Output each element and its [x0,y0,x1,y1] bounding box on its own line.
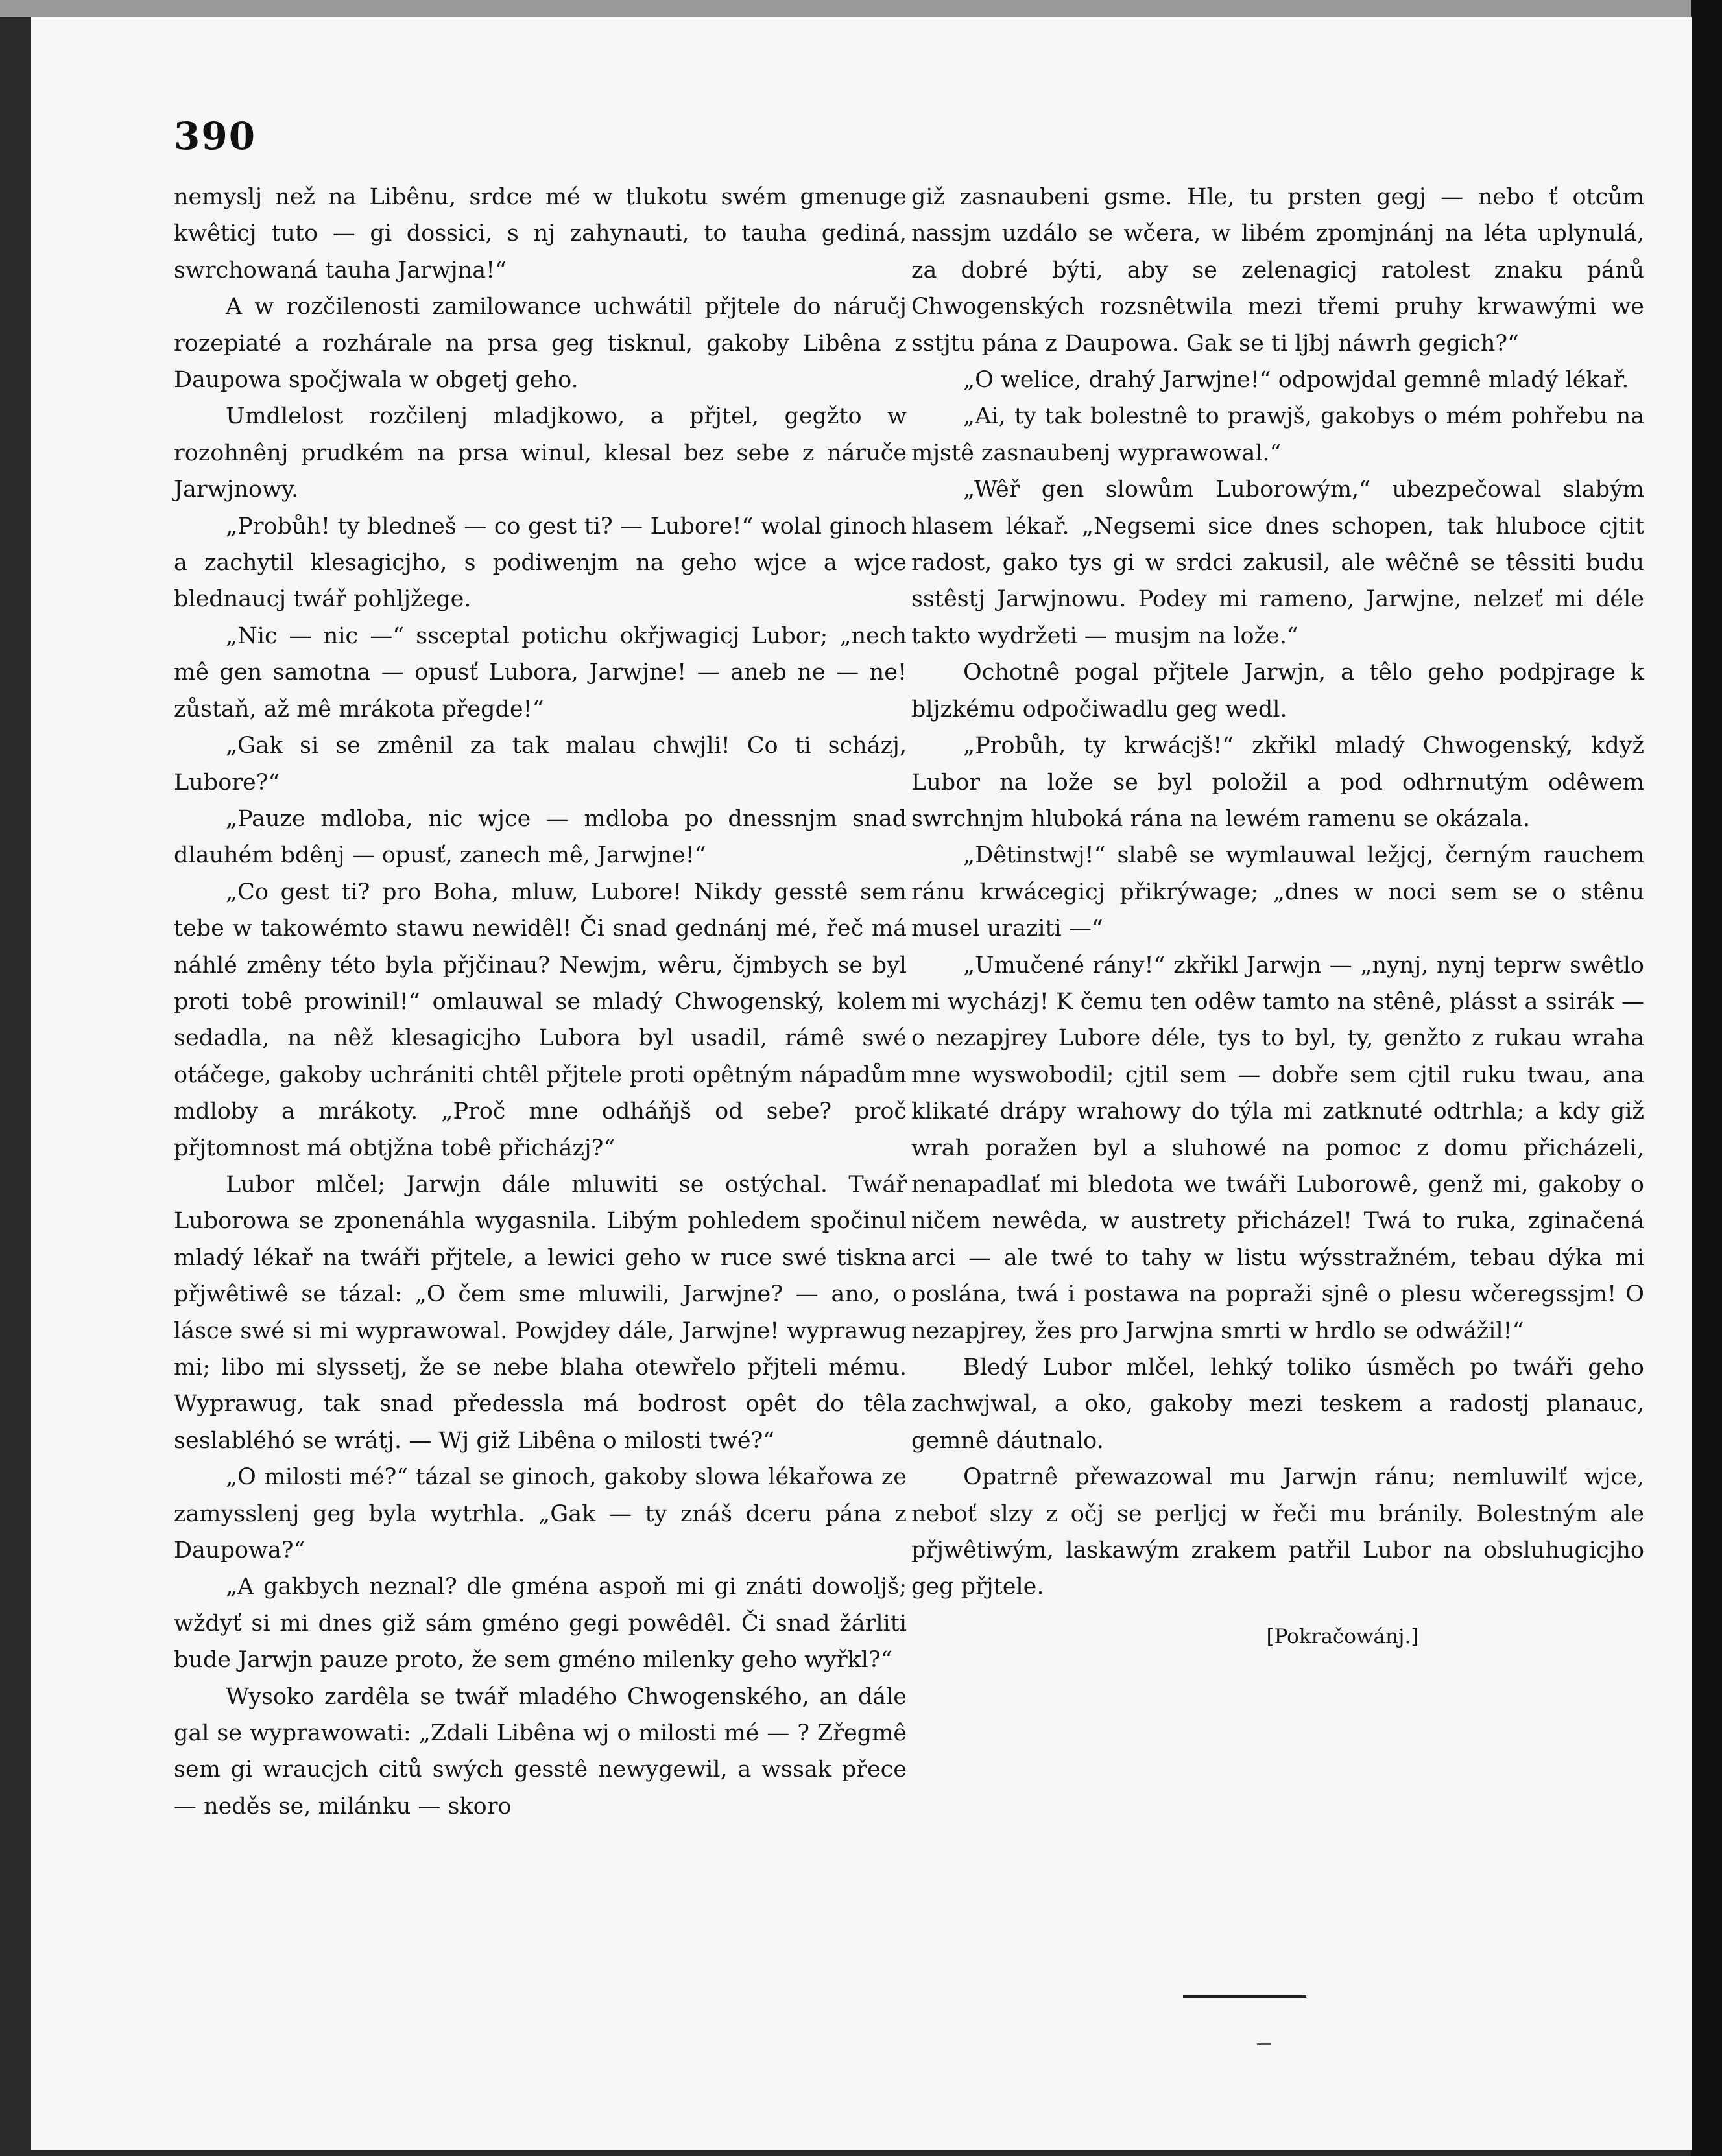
scan-border-top [0,0,1722,17]
paragraph: „Co gest ti? pro Boha, mluw, Lubore! Nikdy gesstê sem tebe w takowémto stawu newidêl! Či snad gednánj mé, řeč má náhlé zmêny této byla přjčinau? Newjm, wêru, čjmbych se byl proti tobê prowinil!“ omlauwal se mladý Chwogenský, kolem sedadla, na nêž klesagicjho Lubora byl usadil, rámê swé otáčege, gakoby uchrániti chtêl přjtele proti opêtným nápadům mdloby a mrákoty. „Proč mne odháňjš od sebe? proč přjtomnost má obtjžna tobê přicházj?“ [174,879,907,1161]
paragraph: nemyslj než na Libênu, srdce mé w tlukotu swém gmenuge kwêticj tuto — gi dossici, s nj zahynauti, to tauha gediná, swrchowaná tauha Jarwjna!“ [174,184,907,283]
left-column [174,179,907,1825]
continuation-note: [Pokračowánj.] [1266,1624,1419,1648]
page-number: 390 [174,114,257,158]
book-page [31,17,1692,2150]
paragraph: „Umučené rány!“ zkřikl Jarwjn — „nynj, nynj teprw swêtlo mi wycházj! K čemu ten odêw tamto na stênê, plásst a ssirák — o nezapjrey Lubore déle, tys to byl, ty, genžto z rukau wraha mne wyswobodil; cjtil sem — dobře sem cjtil ruku twau, ana klikaté drápy wrahowy do týla mi zatknuté odtrhla; a kdy giž wrah poražen byl a sluhowé na pomoc z domu přicházeli, nenapadlať mi bledota we twáři Luborowê, genž mi, gakoby o ničem newêda, w austrety přicházel! Twá to ruka, zginačená arci — ale twé to tahy w listu wýsstražném, tebau dýka mi poslána, twá i postawa na popraži sjnê o plesu wčeregssjm! O nezapjrey, žes pro Jarwjna smrti w hrdlo se odwážil!“ [911,952,1644,1344]
paragraph: „Wêř gen slowům Luborowým,“ ubezpečowal slabým hlasem lékař. „Negsemi sice dnes schopen, tak hluboce cjtit radost, gako tys gi w srdci zakusil, ale wêčnê se têssiti budu sstêstj Jarwjnowu. Podey mi rameno, Jarwjne, nelzeť mi déle takto wydržeti — musjm na lože.“ [911,477,1644,649]
right-column [911,179,1644,1655]
paragraph: Opatrnê přewazowal mu Jarwjn ránu; nemluwilť wjce, neboť slzy z očj se perljcj w řeči mu bránily. Bolestným ale přjwêtiwým, laskawým zrakem patřil Lubor na obsluhugicjho geg přjtele. [911,1464,1644,1600]
end-rule [1183,1995,1306,1998]
paragraph: „Ai, ty tak bolestnê to prawjš, gakobys o mém pohřebu na mjstê zasnaubenj wyprawowal.“ [911,403,1644,466]
paragraph: Bledý Lubor mlčel, lehký toliko úsměch po twáři geho zachwjwal, a oko, gakoby mezi teskem a radostj planauc, gemnê dáutnalo. [911,1355,1644,1454]
paragraph: Lubor mlčel; Jarwjn dále mluwiti se ostýchal. Twář Luborowa se zponenáhla wygasnila. Libým pohledem spočinul mladý lékař na twáři přjtele, a lewici geho w ruce swé tiskna přjwêtiwê se tázal: „O čem sme mluwili, Jarwjne? — ano, o lásce swé si mi wyprawowal. Powjdey dále, Jarwjne! wyprawug mi; libo mi slyssetj, že se nebe blaha otewřelo přjteli mému. Wyprawug, tak snad předessla má bodrost opêt do têla seslabléhó se wrátj. — Wj giž Libêna o milosti twé?“ [174,1171,907,1454]
paragraph: giž zasnaubeni gsme. Hle, tu prsten gegj — nebo ť otcům nassjm uzdálo se wčera, w libém zpomjnánj na léta uplynulá, za dobré býti, aby se zelenagicj ratolest znaku pánů Chwogenských rozsnêtwila mezi třemi pruhy krwawými we sstjtu pána z Daupowa. Gak se ti ljbj náwrh gegich?“ [911,184,1644,357]
paragraph: Ochotnê pogal přjtele Jarwjn, a têlo geho podpjrage k bljzkému odpočiwadlu geg wedl. [911,659,1644,722]
paragraph: „Pauze mdloba, nic wjce — mdloba po dnessnjm snad dlauhém bdênj — opusť, zanech mê, Jarwjne!“ [174,805,907,869]
paragraph: „Probůh! ty bledneš — co gest ti? — Lubore!“ wolal ginoch a zachytil klesagicjho, s podiwenjm na geho wjce a wjce blednaucj twář pohljžege. [174,513,907,613]
paragraph: Wysoko zardêla se twář mladého Chwogenského, an dále gal se wyprawowati: „Zdali Libêna wj o milosti mé — ? Zřegmê sem gi wraucjch citů swých gesstê newygewil, a wssak přece — neděs se, milánku — skoro [174,1683,907,1819]
paragraph: A w rozčilenosti zamilowance uchwátil přjtele do náručj rozepiaté a rozhárale na prsa geg tisknul, gakoby Libêna z Daupowa spočjwala w obgetj geho. [174,294,907,394]
paragraph: „Dêtinstwj!“ slabê se wymlauwal ležjcj, černým rauchem ránu krwácegicj přikrýwage; „dnes w noci sem se o stênu musel uraziti —“ [911,842,1644,942]
paragraph: „Nic — nic —“ ssceptal potichu okřjwagicj Lubor; „nech mê gen samotna — opusť Lubora, Jarwjne! — aneb ne — ne! zůstaň, až mê mrákota přegde!“ [174,622,907,722]
scan-border-right [1691,0,1722,2156]
paragraph: „Probůh, ty krwácjš!“ zkřikl mladý Chwogenský, když Lubor na lože se byl položil a pod odhrnutým odêwem swrchnjm hluboká rána na lewém ramenu se okázala. [911,733,1644,832]
paragraph: Umdlelost rozčilenj mladjkowo, a přjtel, gegžto w rozohnênj prudkém na prsa winul, klesal bez sebe z náruče Jarwjnowy. [174,403,907,503]
paragraph: „O milosti mé?“ tázal se ginoch, gakoby slowa lékařowa ze zamysslenj geg byla wytrhla. „Gak — ty znáš dceru pána z Daupowa?“ [174,1464,907,1564]
short-rule [1257,2043,1271,2045]
paragraph: „Gak si se zmênil za tak malau chwjli! Co ti scházj, Lubore?“ [174,733,907,796]
paragraph: „O welice, drahý Jarwjne!“ odpowjdal gemnê mladý lékař. [963,367,1629,394]
paragraph: „A gakbych neznal? dle gména aspoň mi gi znáti dowoljš; wždyť si mi dnes giž sám gméno gegi powêdêl. Či snad žárliti bude Jarwjn pauze proto, že sem gméno milenky geho wyřkl?“ [174,1574,907,1674]
